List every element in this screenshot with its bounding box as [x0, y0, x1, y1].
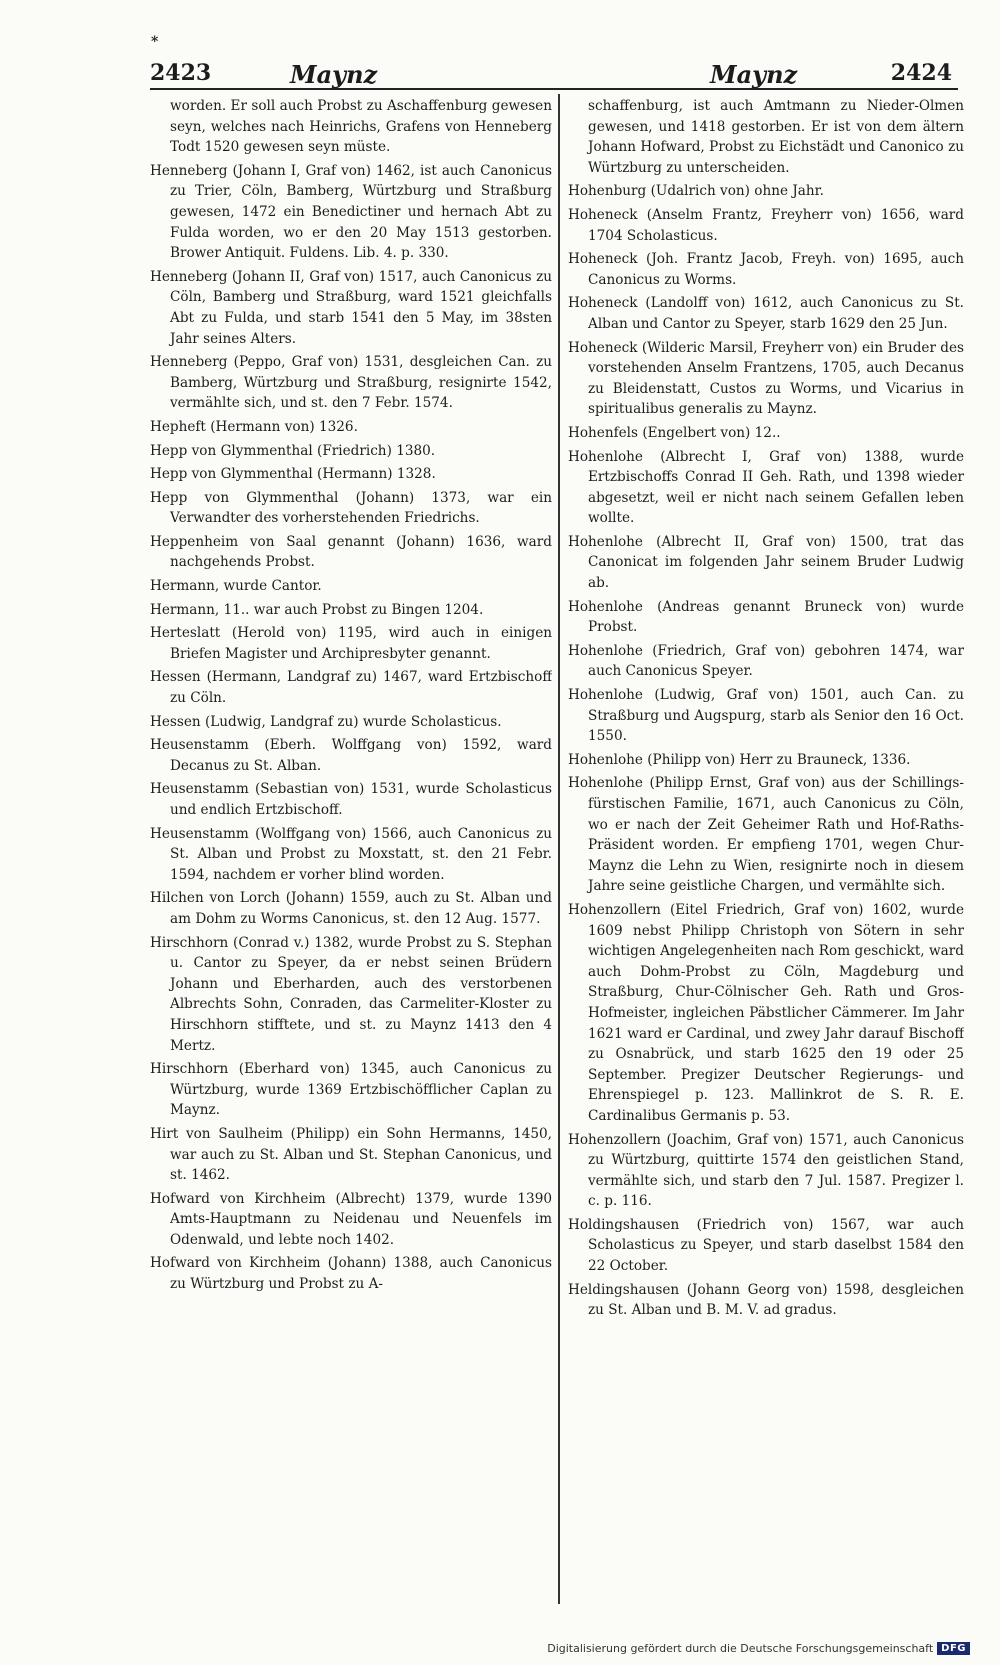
list-item: Hoheneck (Wilderic Marsil, Freyherr von) ein Bruder des vorstehenden Anselm Frantzens, 1705, auch Decanus zu Bleidenstatt, Custos zu Worms, und Vicarius in spiritualibus generalis zu Maynz. [568, 339, 964, 418]
dfg-logo: DFG [937, 1642, 970, 1655]
list-item: Hepp von Glymmenthal (Friedrich) 1380. [150, 442, 436, 459]
list-item: Hohenzollern (Joachim, Graf von) 1571, auch Canonicus zu Würtzburg, quittirte 1574 den geistlichen Stand, vermählte sich, und starb den 7 Jul. 1587. Pregizer l. c. p. 116. [568, 1131, 964, 1210]
footer-text: Digitalisierung gefördert durch die Deutsche Forschungsgemeinschaft [547, 1642, 934, 1655]
list-item: Henneberg (Johann II, Graf von) 1517, auch Canonicus zu Cöln, Bamberg und Straßburg, ward 1521 gleichfalls Abt zu Fulda, und starb 1541 den 5 May, im 38sten Jahr seines Alters. [150, 268, 552, 347]
list-item: Hoheneck (Joh. Frantz Jacob, Freyh. von) 1695, auch Canonicus zu Worms. [568, 251, 964, 288]
page-number-right: 2424 [890, 60, 952, 86]
list-item: Hessen (Hermann, Landgraf zu) 1467, ward Ertzbischoff zu Cöln. [150, 669, 552, 707]
list-item: Hirschhorn (Conrad v.) 1382, wurde Probst zu S. Stephan u. Cantor zu Speyer, da er nebst seinen Brüdern Johann und Eberharden, auch des verstorbenen Albrechts Sohn, Conraden, das Carmeliter-Kloster zu Hirschhorn stifftete, und st. zu Maynz 1413 den 4 Mertz. [150, 934, 552, 1054]
list-item: Heppenheim von Saal genannt (Johann) 1636, ward nachgehends Probst. [150, 533, 552, 571]
list-item: worden. Er soll auch Probst zu Aschaffenburg gewesen seyn, welches nach Heinrichs, Grafens von Henneberg Todt 1520 gewesen seyn müste. [170, 98, 552, 156]
list-item: Herteslatt (Herold von) 1195, wird auch in einigen Briefen Magister und Archipresbyter genannt. [150, 625, 552, 662]
list-item: Hirschhorn (Eberhard von) 1345, auch Canonicus zu Würtzburg, wurde 1369 Ertzbischöfflicher Caplan zu Maynz. [150, 1061, 552, 1119]
list-item: Heusenstamm (Eberh. Wolffgang von) 1592, ward Decanus zu St. Alban. [150, 737, 552, 774]
list-item: Hilchen von Lorch (Johann) 1559, auch zu St. Alban und am Dohm zu Worms Canonicus, st. den 12 Aug. 1577. [150, 890, 552, 927]
list-item: Hohenlohe (Albrecht II, Graf von) 1500, trat das Canonicat im folgenden Jahr seinem Bruder Ludwig ab. [568, 533, 964, 592]
list-item: Hohenfels (Engelbert von) 12.. [568, 424, 781, 441]
running-title-right: Maynz [710, 60, 798, 89]
page-header [150, 58, 958, 92]
page-marker: * [151, 34, 159, 50]
list-item: Heldingshausen (Johann Georg von) 1598, desgleichen zu St. Alban und B. M. V. ad gradus. [568, 1281, 964, 1319]
list-item: Hermann, 11.. war auch Probst zu Bingen 1204. [150, 601, 484, 618]
list-item: Hoheneck (Landolff von) 1612, auch Canonicus zu St. Alban und Cantor zu Speyer, starb 1629 den 25 Jun. [568, 295, 964, 332]
list-item: Heusenstamm (Wolffgang von) 1566, auch Canonicus zu St. Alban und Probst zu Moxstatt, st. den 21 Febr. 1594, nachdem er vorher blind worden. [150, 825, 552, 883]
digitization-footer [547, 1642, 970, 1655]
list-item: Holdingshausen (Friedrich von) 1567, war auch Scholasticus zu Speyer, und starb daselbst 1584 den 22 October. [568, 1216, 964, 1275]
list-item: Hepp von Glymmenthal (Hermann) 1328. [150, 466, 436, 483]
list-item: Hohenzollern (Eitel Friedrich, Graf von) 1602, wurde 1609 nebst Philipp Christoph von Sötern in sehr wichtigen Angelegenheiten nach Rom geschickt, ward auch Dohm-Probst zu Cöln, Magdeburg und Straßburg, Chur-Cölnischer Geh. Rath und Gros-Hofmeister, ingleichen Päbstlicher Cämmerer. Im Jahr 1621 ward er Cardinal, und zwey Jahr darauf Bischoff zu Osnabrück, und starb 1625 den 19 oder 25 September. Pregizer Deutscher Regierungs- und Ehrenspiegel p. 123. Mallinkrot de S. R. E. Cardinalibus Germanis p. 53. [568, 901, 964, 1124]
list-item: Hofward von Kirchheim (Johann) 1388, auch Canonicus zu Würtzburg und Probst zu A- [150, 1255, 552, 1293]
list-item: Hohenlohe (Albrecht I, Graf von) 1388, wurde Ertzbischoffs Conrad II Geh. Rath, und 1398 wieder abgesetzt, weil er nicht nach seinem Gefallen leben wollte. [568, 448, 964, 527]
list-item: Hohenlohe (Andreas genannt Bruneck von) wurde Probst. [568, 598, 964, 636]
list-item: Henneberg (Johann I, Graf von) 1462, ist auch Canonicus zu Trier, Cöln, Bamberg, Würtzburg und Straßburg gewesen, 1472 ein Benedictiner und hernach Abt zu Fulda worden, wo er den 20 May 1513 gestorben. Brower Antiquit. Fuldens. Lib. 4. p. 330. [150, 162, 552, 262]
list-item: Hermann, wurde Cantor. [150, 578, 322, 595]
page-number-left: 2423 [150, 60, 212, 86]
column-divider [558, 94, 560, 1604]
list-item: Hirt von Saulheim (Philipp) ein Sohn Hermanns, 1450, war auch zu St. Alban und St. Stephan Canonicus, und st. 1462. [150, 1125, 552, 1184]
left-column [150, 96, 552, 1602]
list-item: Hohenlohe (Ludwig, Graf von) 1501, auch Can. zu Straßburg und Augspurg, starb als Senior den 16 Oct. 1550. [568, 687, 964, 745]
list-item: Hofward von Kirchheim (Albrecht) 1379, wurde 1390 Amts-Hauptmann zu Neidenau und Neuenfels im Odenwald, und lebte noch 1402. [150, 1190, 552, 1248]
list-item: Hessen (Ludwig, Landgraf zu) wurde Scholasticus. [150, 713, 502, 730]
header-rule [150, 88, 958, 90]
list-item: schaffenburg, ist auch Amtmann zu Nieder-Olmen gewesen, und 1418 gestorben. Er ist von dem ältern Johann Hofward, Probst zu Eichstädt und Canonico zu Würtzburg zu unterscheiden. [588, 98, 964, 176]
list-item: Hoheneck (Anselm Frantz, Freyherr von) 1656, ward 1704 Scholasticus. [568, 206, 964, 244]
list-item: Hepheft (Hermann von) 1326. [150, 418, 358, 435]
list-item: Hohenlohe (Philipp Ernst, Graf von) aus der Schillings-fürstischen Familie, 1671, auch Canonicus zu Cöln, wo er nach der Zeit Geheimer Rath und Hof-Raths-Präsident worden. Er empfieng 1701, wegen Chur-Maynz die Lehn zu Wien, resignirte noch in diesem Jahre seine geistliche Chargen, und vermählte sich. [568, 775, 964, 895]
list-item: Hepp von Glymmenthal (Johann) 1373, war ein Verwandter des vorherstehenden Friedrichs. [150, 489, 552, 527]
running-title-left: Maynz [290, 60, 378, 89]
list-item: Hohenlohe (Friedrich, Graf von) gebohren 1474, war auch Canonicus Speyer. [568, 642, 964, 680]
list-item: Heusenstamm (Sebastian von) 1531, wurde Scholasticus und endlich Ertzbischoff. [150, 781, 552, 818]
list-item: Hohenburg (Udalrich von) ohne Jahr. [568, 183, 824, 200]
list-item: Hohenlohe (Philipp von) Herr zu Brauneck, 1336. [568, 751, 911, 768]
list-item: Henneberg (Peppo, Graf von) 1531, desgleichen Can. zu Bamberg, Würtzburg und Straßburg, resignirte 1542, vermählte sich, und st. den 7 Febr. 1574. [150, 354, 552, 412]
right-column [568, 96, 964, 1602]
